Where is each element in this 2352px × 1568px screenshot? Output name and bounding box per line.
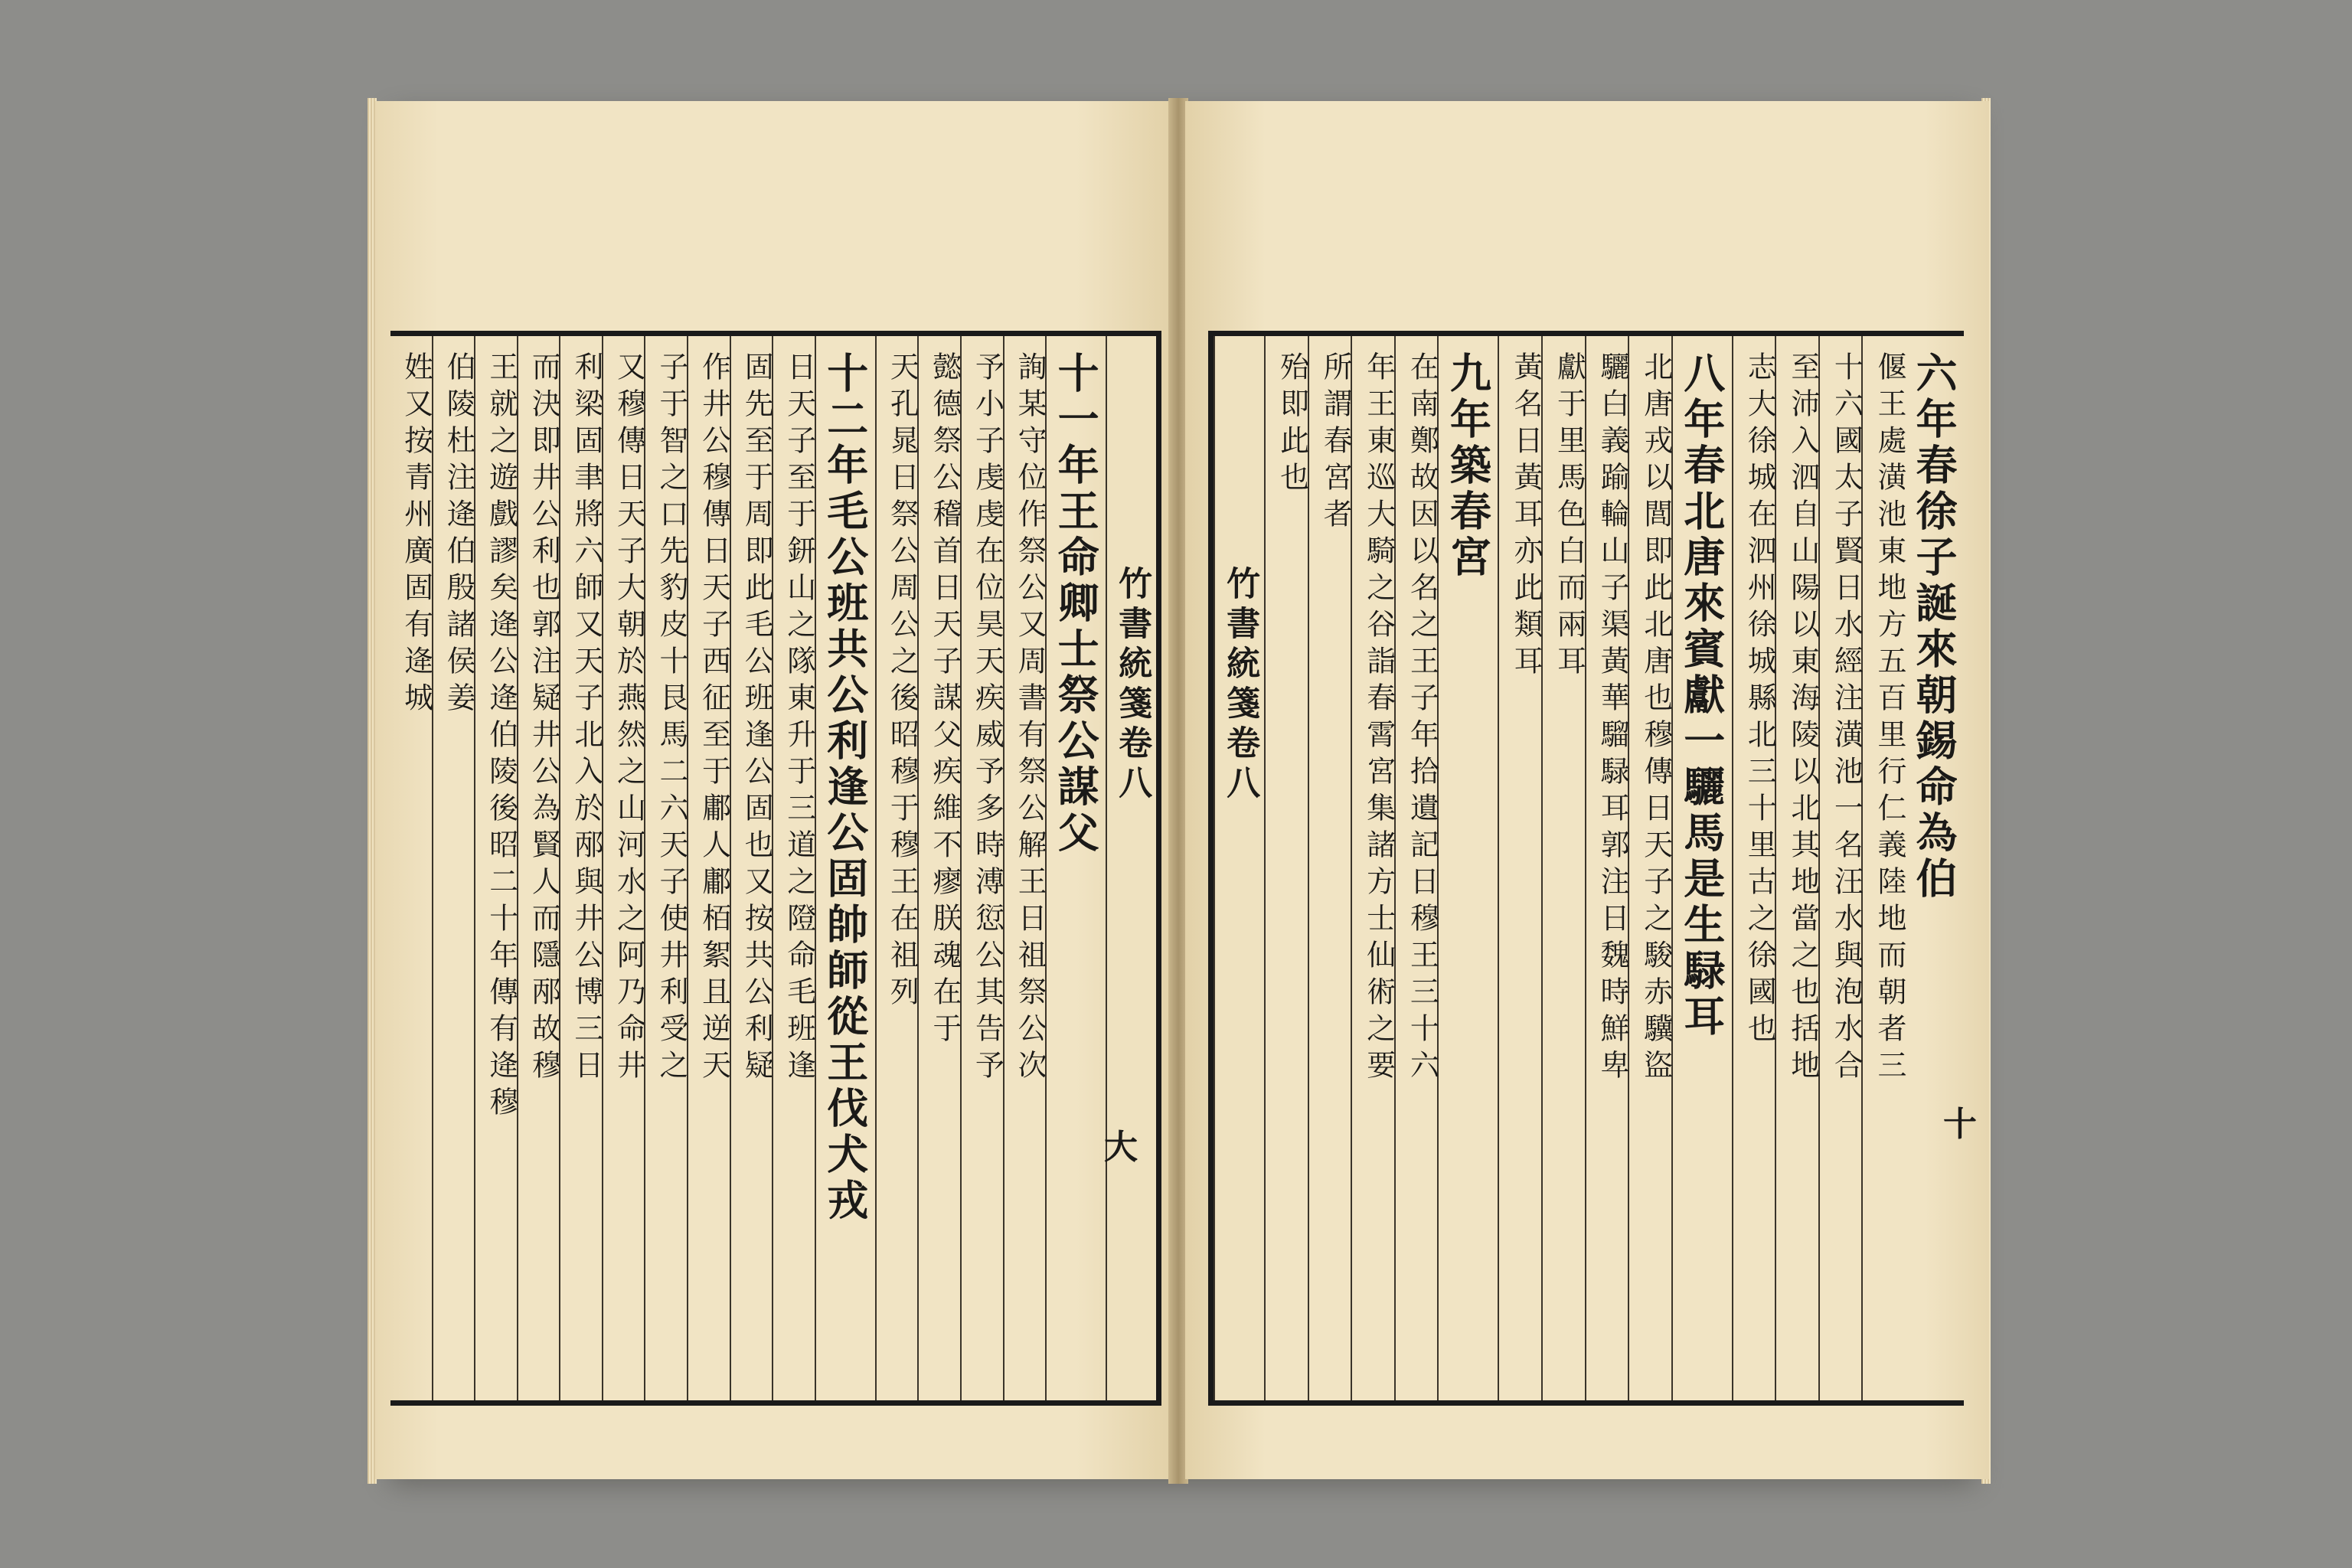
text-column: 在南鄭故因以名之王子年拾遺記日穆王三十六 <box>1394 336 1438 1400</box>
text-column-heading: 十二年毛公班共公利逢公固帥師從王伐犬戎 <box>815 336 875 1400</box>
text-column: 予小子虔虔在位昊天疾威予多時溥愆公其告予 <box>960 336 1003 1400</box>
text-column: 伯陵杜注逄伯殷諸侯姜 <box>432 336 475 1400</box>
text-column-heading: 九年築春宮 <box>1437 336 1498 1400</box>
text-column: 利梁固聿將六師又天子北入於邴與井公博三日 <box>559 336 602 1400</box>
right-text-frame <box>1208 331 1964 1406</box>
text-column: 十六國太子賢日水經注潢池一名汪水與泡水合 <box>1818 336 1862 1400</box>
text-column: 懿德祭公稽首日天子謀父疾維不瘳朕魂在于 <box>917 336 960 1400</box>
text-column-heading: 十一年王命卿士祭公謀父 <box>1045 336 1106 1400</box>
left-columns <box>390 336 1156 1400</box>
text-column: 姓又按青州廣固有逄城 <box>399 351 433 719</box>
left-text-frame <box>390 331 1161 1406</box>
text-column: 固先至于周即此毛公班逢公固也又按共公利疑 <box>730 336 773 1400</box>
left-page-spine-title: 竹書統箋卷八 <box>1106 336 1156 1400</box>
text-column: 殆即此也 <box>1264 336 1308 1400</box>
open-book <box>375 90 1977 1468</box>
text-column-heading: 八年春北唐來賓獻一驪馬是生騄耳 <box>1671 336 1732 1400</box>
text-column: 作井公穆傳日天子西征至于鄘人鄘栢絮且逆天 <box>687 336 730 1400</box>
text-column: 偃王處潢池東地方五百里行仁義陸地而朝者三 <box>1861 336 1905 1400</box>
text-column: 北唐戎以閭即此北唐也穆傳日天子之駿赤驥盜 <box>1628 336 1671 1400</box>
text-column: 又穆傳日天子大朝於燕然之山河水之阿乃命井 <box>602 336 645 1400</box>
right-page <box>1185 101 1989 1479</box>
text-column: 黃名日黃耳亦此類耳 <box>1498 336 1541 1400</box>
text-column: 王就之遊戲謬矣逄公逄伯陵後昭二十年傳有逄穆 <box>474 336 517 1400</box>
right-page-spine-title: 竹書統箋卷八 <box>1214 336 1264 1400</box>
text-column: 而決即井公利也郭注疑井公為賢人而隱邴故穆 <box>517 336 560 1400</box>
left-folio: 大 <box>1104 1128 1138 1167</box>
text-column: 天孔晁日祭公周公之後昭穆于穆王在祖列 <box>875 336 918 1400</box>
text-column: 至沛入泗自山陽以東海陵以北其地當之也括地 <box>1775 336 1818 1400</box>
text-column: 驪白義踰輪山子渠黃華騮騄耳郭注日魏時鮮卑 <box>1585 336 1628 1400</box>
text-column: 子于智之口先豹皮十艮馬二六天子使井利受之 <box>644 336 687 1400</box>
left-page <box>375 101 1171 1479</box>
text-column: 日天子至于鈃山之隊東升于三道之隥命毛班逢 <box>772 336 815 1400</box>
right-columns <box>1214 336 1964 1400</box>
text-column: 志大徐城在泗州徐城縣北三十里古之徐國也 <box>1732 336 1775 1400</box>
text-column: 所謂春宮者 <box>1308 336 1351 1400</box>
text-column: 年王東巡大騎之谷詣春霄宮集諸方士仙術之要 <box>1351 336 1394 1400</box>
right-folio: 十 <box>1943 1105 1977 1144</box>
text-column: 詢某守位作祭公又周書有祭公解王日祖祭公次 <box>1003 336 1046 1400</box>
text-column-heading: 六年春徐子誕來朝錫命為伯 <box>1909 351 1958 903</box>
text-column: 獻于里馬色白而兩耳 <box>1541 336 1585 1400</box>
